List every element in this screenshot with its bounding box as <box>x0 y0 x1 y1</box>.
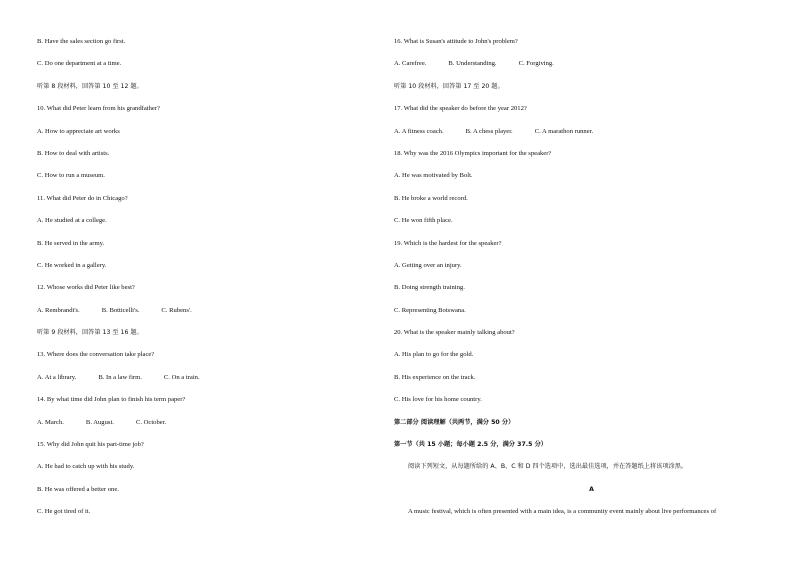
option-line: B. His experience on the track. <box>394 373 476 381</box>
option-a: A. March. <box>37 418 64 426</box>
section-heading: 第一节（共 15 小题；每小题 2.5 分，满分 37.5 分） <box>394 441 547 449</box>
option-line: A. How to appreciate art works <box>37 127 120 135</box>
section-instruction: 听第 9 段材料，回答第 13 至 16 题。 <box>37 329 143 337</box>
question-11: 11. What did Peter do in Chicago? <box>37 194 128 202</box>
option-c: C. Rubens'. <box>161 306 192 314</box>
option-b: B. In a law firm. <box>98 373 142 381</box>
option-a: A. A fitness coach. <box>394 127 444 135</box>
option-line: B. He served in the army. <box>37 239 105 247</box>
question-20: 20. What is the speaker mainly talking about? <box>394 329 515 337</box>
question-12: 12. Whose works did Peter like best? <box>37 284 135 292</box>
option-line: C. He worked in a gallery. <box>37 261 107 269</box>
options-row <box>394 128 789 136</box>
option-line: C. His love for his home country. <box>394 396 482 404</box>
part-heading: 第二部分 阅读理解（共两节，满分 50 分） <box>394 418 515 426</box>
option-line: A. He was motivated by Bolt. <box>394 172 473 180</box>
question-14: 14. By what time did John plan to finish his term paper? <box>37 396 186 404</box>
option-c: C. October. <box>135 418 167 426</box>
options-row <box>37 419 377 427</box>
left-column <box>37 38 377 531</box>
option-line: B. He broke a world record. <box>394 194 468 202</box>
question-16: 16. What is Susan's attitude to John's problem? <box>394 38 518 45</box>
option-line: C. Representing Botswana. <box>394 306 466 314</box>
section-instruction: 听第 8 段材料，回答第 10 至 12 题。 <box>37 82 143 90</box>
option-c: C. A marathon runner. <box>534 127 594 135</box>
option-line: A. He had to catch up with his study. <box>37 463 135 471</box>
options-row <box>394 60 789 68</box>
option-line: B. Have the sales section go first. <box>37 38 126 45</box>
option-c: C. On a train. <box>163 373 200 381</box>
option-line: C. He won fifth place. <box>394 217 453 225</box>
option-line: C. He got tired of it. <box>37 508 91 516</box>
reading-instruction: 阅读下列短文，从每题所给的 A、B、C 和 D 四个选项中，选出最佳选项，并在答题纸上将该项涂黑。 <box>408 463 688 471</box>
question-10: 10. What did Peter learn from his grandfather? <box>37 105 160 113</box>
option-b: B. Botticelli's. <box>101 306 140 314</box>
options-row <box>37 307 377 315</box>
option-line: A. Getting over an injury. <box>394 261 462 269</box>
option-line: A. His plan to go for the gold. <box>394 351 474 359</box>
option-line: A. He studied at a college. <box>37 217 107 225</box>
option-a: A. At a library. <box>37 373 77 381</box>
question-19: 19. Which is the hardest for the speaker? <box>394 239 502 247</box>
question-15: 15. Why did John quit his part-time job? <box>37 441 144 449</box>
option-line: B. Doing strength training. <box>394 284 465 292</box>
passage-label: A <box>589 485 594 493</box>
option-line: B. He was offered a better one. <box>37 485 119 493</box>
question-18: 18. Why was the 2016 Olympics important for the speaker? <box>394 149 552 157</box>
option-b: B. A chess player. <box>465 127 513 135</box>
option-a: A. Rembrandt's. <box>37 306 80 314</box>
question-17: 17. What did the speaker do before the year 2012? <box>394 105 527 113</box>
option-c: C. Forgiving. <box>518 60 554 68</box>
question-13: 13. Where does the conversation take place? <box>37 351 155 359</box>
option-line: B. How to deal with artists. <box>37 149 110 157</box>
section-instruction: 听第 10 段材料，回答第 17 至 20 题。 <box>394 82 504 90</box>
option-b: B. Understanding. <box>448 60 497 68</box>
options-row <box>37 374 377 382</box>
option-b: B. August. <box>85 418 114 426</box>
option-a: A. Carefree. <box>394 60 427 68</box>
right-column <box>394 38 789 531</box>
passage-text: A music festival, which is often presented with a main idea, is a community event mainly about live performances of <box>408 508 717 516</box>
option-line: C. Do one department at a time. <box>37 60 122 68</box>
option-line: C. How to run a museum. <box>37 172 105 180</box>
